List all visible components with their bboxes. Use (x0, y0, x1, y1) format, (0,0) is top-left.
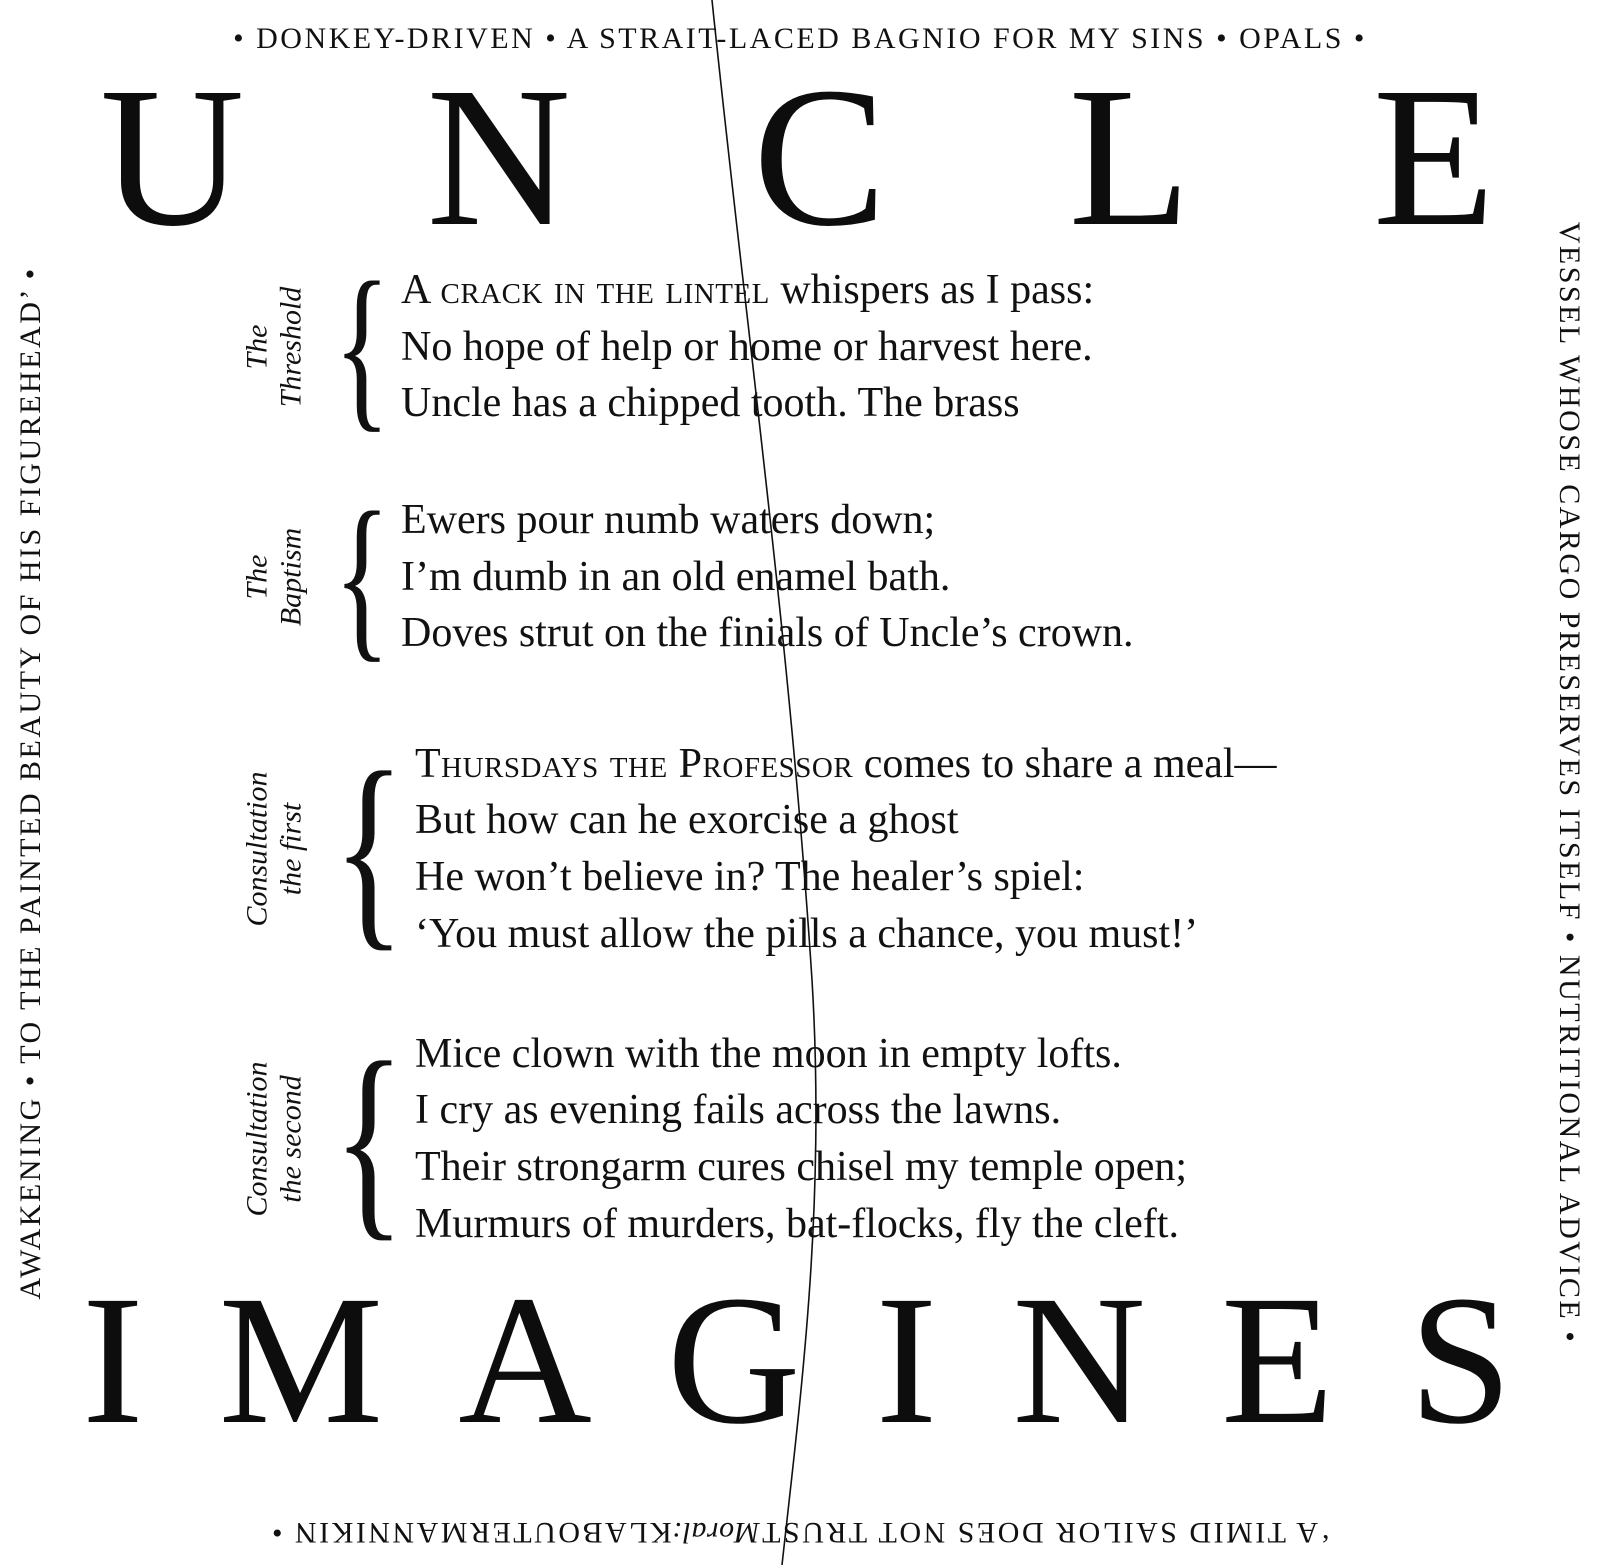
border-bottom-left-fragment: KLABOUTERMANNIKIN • (269, 1516, 672, 1549)
brace-glyph: { (333, 244, 391, 448)
display-letter: I (875, 1258, 938, 1463)
display-letter: M (218, 1258, 384, 1463)
stanza-label-line: the first (274, 802, 307, 896)
stanza-list (215, 244, 1505, 1298)
brace-glyph: { (333, 728, 405, 969)
border-left-wrapper (0, 0, 62, 1565)
display-letter: A (458, 1258, 592, 1463)
poem-line: He won’t believe in? The healer’s spiel: (415, 854, 1085, 901)
poem-line: Uncle has a chipped tooth. The brass (401, 380, 1020, 427)
stanza-label-line: Threshold (274, 286, 307, 408)
border-text-top: • DONKEY-DRIVEN • A STRAIT-LACED BAGNIO FOR MY SINS • OPALS • (233, 22, 1367, 55)
poem-line-leadin: A crack in the lintel (401, 267, 770, 313)
stanza (215, 1018, 1505, 1259)
stanza (215, 474, 1505, 678)
poem-line (415, 736, 1505, 793)
border-text-bottom (0, 1515, 1600, 1549)
display-letter: E (1221, 1258, 1335, 1463)
stanza (215, 244, 1505, 448)
poem-line: Mice clown with the moon in empty lofts. (415, 1030, 1122, 1077)
display-word-imagines (82, 1258, 1512, 1463)
stanza-label-line: Consultation (240, 1061, 274, 1217)
display-letter: S (1409, 1258, 1512, 1463)
stanza-label-line: Baptism (274, 527, 307, 627)
display-letter: N (1012, 1258, 1146, 1463)
brace-glyph: { (333, 1018, 405, 1259)
stanza-lines (405, 1026, 1505, 1253)
stanza (215, 728, 1505, 969)
border-bottom-moral: Moral: (671, 1516, 760, 1549)
poem-line: I cry as evening fails across the lawns. (415, 1087, 1062, 1134)
poem-line: Murmurs of murders, bat-flocks, fly the cleft. (415, 1200, 1179, 1247)
display-letter: N (426, 47, 571, 268)
display-letter: U (100, 47, 245, 268)
stanza-label-line: the second (274, 1075, 307, 1203)
stanza-label-line: Consultation (240, 771, 274, 927)
display-letter: L (1068, 47, 1191, 268)
stanza-label (215, 492, 333, 662)
poem-line: No hope of help or home or harvest here. (401, 323, 1093, 370)
brace-glyph: { (333, 474, 391, 678)
border-text-left: AWAKENING • TO THE PAINTED BEAUTY OF HIS FIGUREHEAD’ • (14, 265, 47, 1300)
stanza-label (215, 734, 333, 964)
poem-line-leadin: Thursdays the Professor (415, 740, 854, 787)
poem-line: ‘You must allow the pills a chance, you must!’ (415, 910, 1199, 957)
border-right-wrapper (1538, 0, 1600, 1565)
stanza-lines (391, 492, 1505, 662)
stanza-lines (405, 736, 1505, 963)
display-letter: G (666, 1258, 801, 1463)
stanza-label (215, 1024, 333, 1254)
stanza-label (215, 262, 333, 432)
stanza-lines (391, 262, 1505, 432)
stanza-label-line: The (240, 554, 274, 600)
display-word-uncle (100, 47, 1495, 268)
stanza-label-line: The (240, 324, 274, 370)
poem-line: Their strongarm cures chisel my temple open; (415, 1144, 1188, 1191)
poem-line (401, 262, 1505, 319)
border-text-right: VESSEL WHOSE CARGO PRESERVES ITSELF • NUTRITIONAL ADVICE • (1553, 221, 1586, 1344)
display-letter: E (1372, 47, 1495, 268)
border-bottom-right-fragment: ‘A TIMID SAILOR DOES NOT TRUST (759, 1516, 1331, 1549)
poem-line: I’m dumb in an old enamel bath. (401, 553, 951, 600)
poem-line-rest: comes to share a meal— (853, 740, 1277, 787)
display-letter: C (753, 47, 887, 268)
poem-line-rest: whispers as I pass: (769, 267, 1095, 313)
poem-line: But how can he exorcise a ghost (415, 797, 959, 844)
display-letter: I (82, 1258, 144, 1463)
poem-line: Ewers pour numb waters down; (401, 497, 936, 544)
poem-line: Doves strut on the finials of Uncle’s crown. (401, 610, 1134, 657)
